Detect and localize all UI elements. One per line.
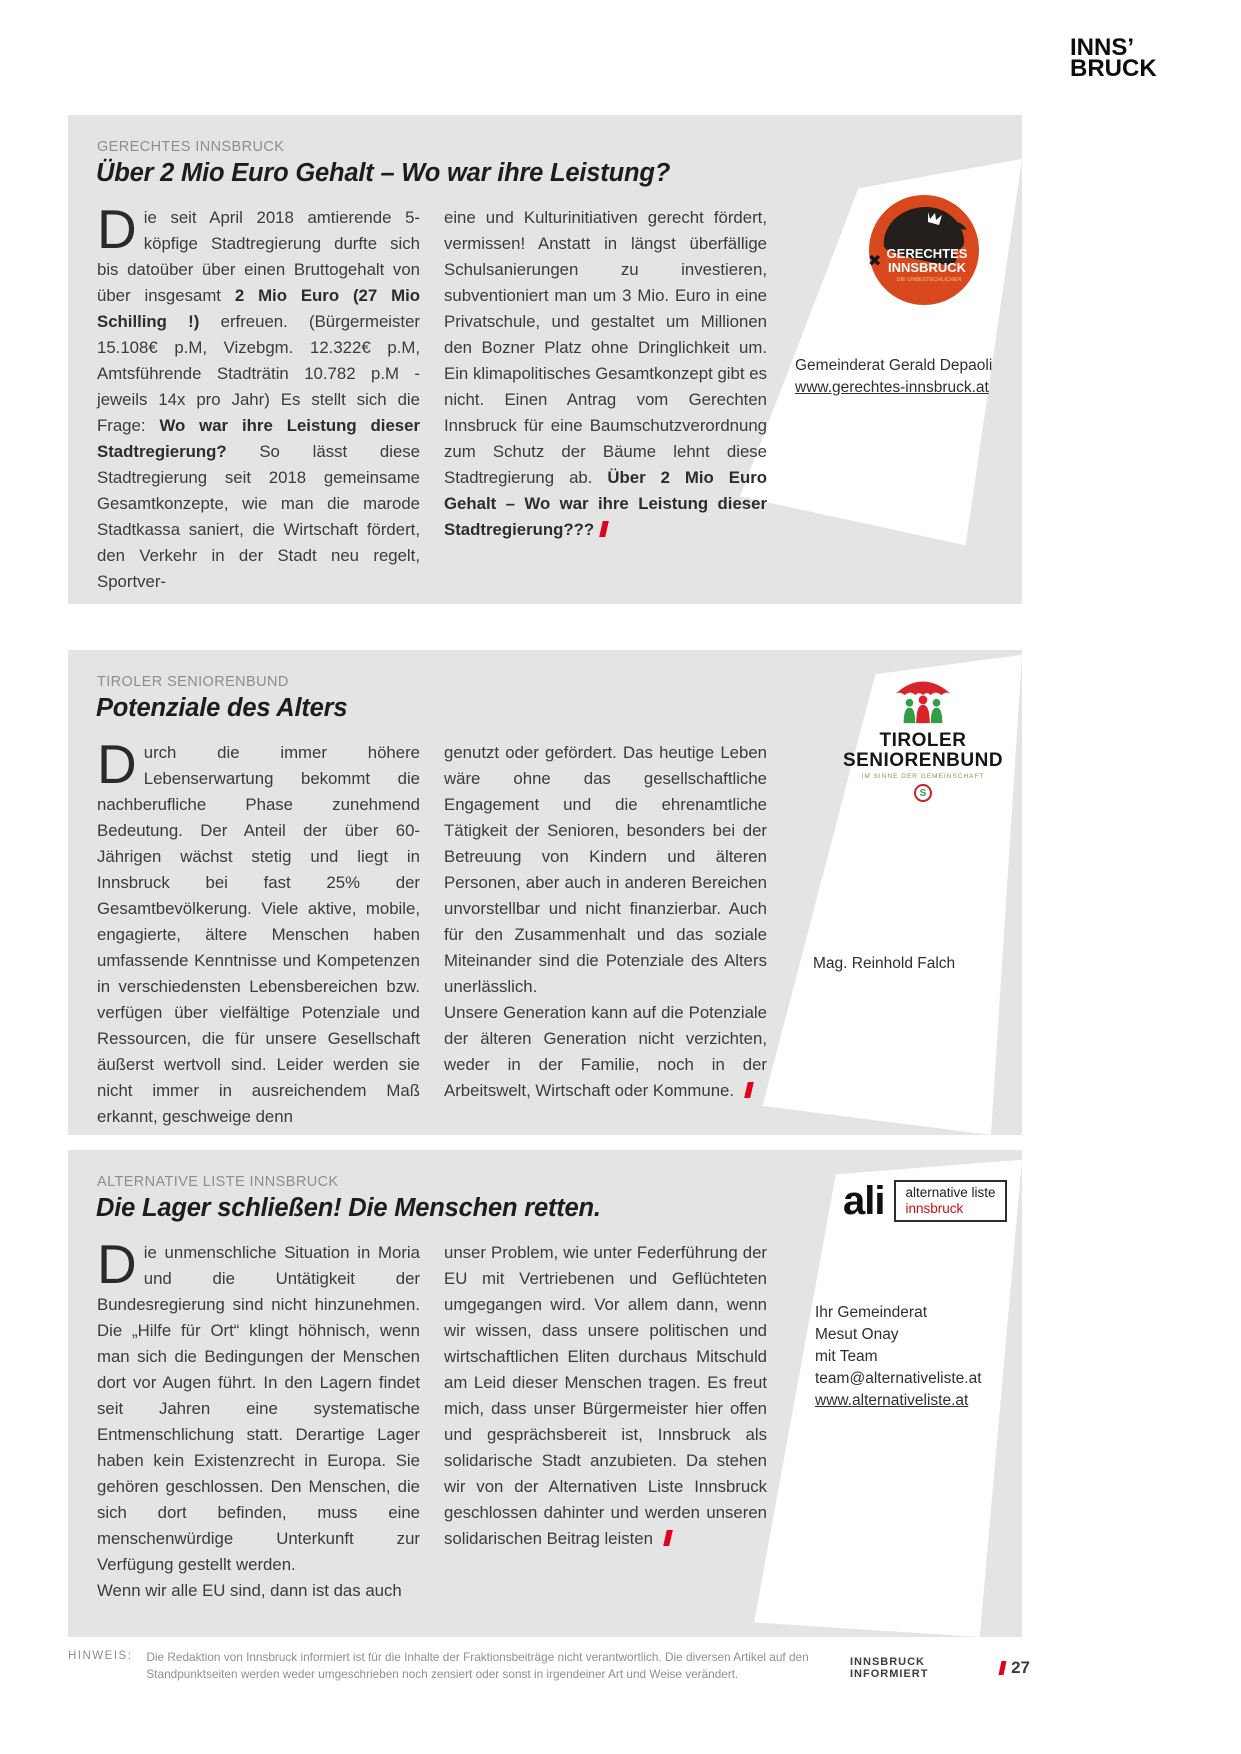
text-columns bbox=[97, 733, 767, 1130]
attribution-team: mit Team bbox=[815, 1348, 878, 1365]
badge-text-2: INNSBRUCK bbox=[888, 260, 966, 275]
red-divider-mark bbox=[998, 1661, 1006, 1675]
ali-logo-line-1: alternative liste bbox=[905, 1185, 996, 1200]
badge-text-3: DIE UNBESTECHLICHEN bbox=[896, 277, 962, 283]
disclaimer-line-1: Die Redaktion von Innsbruck informiert ist für die Inhalte der Fraktionsbeiträge nicht verantwortlich. Die diversen Artikel auf den bbox=[146, 1650, 809, 1664]
text-column-left bbox=[97, 733, 420, 1130]
seniorenbund-wordmark-1: TIROLER bbox=[879, 730, 967, 751]
text-column-left bbox=[97, 198, 420, 595]
drop-cap: D bbox=[97, 1233, 137, 1295]
body-text-segment: unser Problem, wie unter Federführung der EU mit Vertriebenen und Geflüchteten umgegangen wird. Vor allem dann, wenn wir wissen, dass unsere politischen und wirtschaftlichen Eliten durchaus Mitschuld am Leid dieser Menschen tragen. Es freut mich, dass unser Bürgermeister hier offen und gesprächsbereit ist, Innsbruck als solidarische Stadt anzubieten. Da stehen wir von der Alternativen Liste Innsbruck geschlossen dahinter und werden unseren solidarischen Beitrag leisten bbox=[444, 1243, 767, 1548]
article-end-mark bbox=[744, 1082, 754, 1098]
attribution-block bbox=[795, 355, 992, 399]
brand-line-1: INNS’ bbox=[1070, 34, 1135, 61]
paragraph bbox=[444, 205, 767, 543]
body-text-segment: So lässt diese Stadtregierung seit 2018 gemeinsame Gesamtkonzepte, wie man die marode Stadtkassa saniert, die Wirtschaft fördert, den Verkehr in der Stadt neu regelt, Sportver- bbox=[97, 442, 420, 591]
page-number: 27 bbox=[1011, 1658, 1030, 1677]
tiroler-seniorenbund-logo bbox=[838, 668, 1008, 802]
gerechtes-badge-icon bbox=[868, 194, 980, 306]
attribution-role: Ihr Gemeinderat bbox=[815, 1304, 927, 1321]
attribution-block bbox=[813, 953, 955, 975]
text-column-left bbox=[97, 1233, 420, 1604]
text-column-right bbox=[444, 740, 767, 1130]
seniorenbund-wordmark-2: SENIORENBUND bbox=[842, 750, 1004, 771]
website-link[interactable]: www.alternativeliste.at bbox=[815, 1392, 969, 1409]
section-gerechtes-innsbruck bbox=[68, 115, 1022, 604]
badge-text-1: GERECHTES bbox=[886, 246, 968, 261]
section-title: Die Lager schließen! Die Menschen retten. bbox=[96, 1194, 601, 1222]
body-text-segment: ie unmenschliche Situation in Moria und die Untätigkeit der Bundesregierung sind nicht hinzunehmen. Die „Hilfe für Ort“ klingt höhnisch, wenn man sich die Bedingungen der Menschen dort vor Augen führt. In den Lagern findet seit Jahren eine systematische Entmenschlichung statt. Derartige Lager haben kein Existenzrecht in Europa. Sie gehören geschlossen. Den Menschen, die sich dort befinden, muss eine menschenwürdige Unterkunft zur Verfügung gestellt werden. bbox=[97, 1243, 420, 1574]
brand-line-2: BRUCK bbox=[1070, 54, 1157, 82]
body-text-segment: erfreuen. (Bürgermeister 15.108€ p.M, Vizebgm. 12.322€ p.M, Amtsführende Stadträtin 10.782 p.M - jeweils 14x pro Jahr) Es stellt sich die Frage: bbox=[97, 312, 420, 435]
magazine-name: INNSBRUCK INFORMIERT bbox=[850, 1656, 929, 1680]
article-end-mark bbox=[599, 521, 609, 537]
footer-pageinfo bbox=[850, 1656, 1030, 1680]
gerechtes-innsbruck-logo bbox=[868, 194, 980, 306]
footer-disclaimer bbox=[68, 1649, 809, 1683]
drop-cap: D bbox=[97, 733, 137, 795]
paragraph bbox=[97, 1233, 420, 1578]
attribution-name: Mag. Reinhold Falch bbox=[813, 955, 956, 972]
body-text-segment: Unsere Generation kann auf die Potenziale der älteren Generation nicht verzichten, weder in der Familie, noch in der Arbeitswelt, Wirtschaft oder Kommune. bbox=[444, 1003, 767, 1100]
website-link[interactable]: www.gerechtes-innsbruck.at bbox=[795, 379, 989, 396]
paragraph bbox=[444, 1240, 767, 1552]
paragraph bbox=[97, 733, 420, 1130]
ali-wordmark: ali bbox=[843, 1179, 885, 1223]
paragraph bbox=[97, 1578, 420, 1604]
innsbruck-brand-logo bbox=[1070, 34, 1157, 82]
paragraph bbox=[444, 740, 767, 1000]
body-text-segment: ie seit April 2018 amtierende 5-köpfige Stadtregierung durfte sich bis datoüber über einen Bruttogehalt von über insgesamt bbox=[97, 208, 420, 305]
paragraph bbox=[444, 1000, 767, 1104]
body-text-segment: eine und Kulturinitiativen gerecht fördert, vermissen! Anstatt in längst überfällige Schulsanierungen zu investieren, subventioniert man um 3 Mio. Euro in eine Privatschule, und gestaltet um Millionen den Bozner Platz ohne Dringlichkeit um. Ein klimapolitisches Gesamtkonzept gibt es nicht. Einen Antrag vom Gerechten Innsbruck für eine Baumschutzverordnung zum Schutz der Bäume lehnt diese Stadtregierung ab. bbox=[444, 208, 767, 487]
figure-center-body bbox=[916, 705, 930, 723]
seniorenbund-icon bbox=[891, 668, 955, 726]
attribution-name: Gemeinderat Gerald Depaoli bbox=[795, 357, 993, 374]
text-columns bbox=[97, 1233, 767, 1604]
figure-right-icon bbox=[933, 699, 941, 707]
section-kicker: ALTERNATIVE LISTE INNSBRUCK bbox=[97, 1174, 339, 1190]
cross-icon: ✖ bbox=[868, 253, 882, 270]
text-column-right bbox=[444, 205, 767, 595]
body-text-segment: Wenn wir alle EU sind, dann ist das auch bbox=[97, 1581, 402, 1600]
disclaimer-label: HINWEIS: bbox=[68, 1650, 133, 1662]
umbrella-icon bbox=[894, 682, 952, 696]
text-columns bbox=[97, 198, 767, 595]
body-text-segment-bold: Wo war ihre Leistung dieser Stadtregierung? bbox=[97, 416, 420, 461]
article-end-mark bbox=[663, 1530, 673, 1546]
section-title: Über 2 Mio Euro Gehalt – Wo war ihre Leistung? bbox=[96, 159, 671, 187]
paragraph bbox=[97, 198, 420, 595]
figure-left-icon bbox=[906, 699, 914, 707]
body-text-segment: genutzt oder gefördert. Das heutige Leben wäre ohne das gesellschaftliche Engagement und die ehrenamtliche Tätigkeit der Senioren, besonders bei der Betreuung von Kindern und älteren Personen, aber auch in anderen Bereichen unvorstellbar und nicht finanzierbar. Auch für den Zusammenhalt und das soziale Miteinander sind die Potenziale des Alters unerlässlich. bbox=[444, 743, 767, 996]
ali-logo-box bbox=[894, 1180, 1006, 1222]
text-column-right bbox=[444, 1240, 767, 1604]
ali-logo-line-2: innsbruck bbox=[905, 1201, 964, 1216]
section-kicker: TIROLER SENIORENBUND bbox=[97, 674, 289, 690]
attribution-name: Mesut Onay bbox=[815, 1326, 899, 1343]
body-text-segment-bold: Über 2 Mio Euro Gehalt – Wo war ihre Leistung dieser Stadtregierung??? bbox=[444, 468, 767, 539]
seniorenbund-emblem: S bbox=[914, 784, 932, 802]
section-tiroler-seniorenbund bbox=[68, 650, 1022, 1135]
figure-right-body bbox=[931, 708, 943, 723]
body-text-segment-bold: 2 Mio Euro (27 Mio Schilling !) bbox=[97, 286, 420, 331]
disclaimer-line-2: Standpunktseiten werden weder umgeschrieben noch zensiert oder sonst in irgendeiner Art und Weise verändert. bbox=[146, 1667, 739, 1681]
attribution-block bbox=[815, 1302, 982, 1412]
body-text-segment: urch die immer höhere Lebenserwartung bekommt die nachberufliche Phase zunehmend Bedeutung. Der Anteil der über 60-Jährigen wächst stetig und liegt in Innsbruck bei fast 25% der Gesamtbevölkerung. Viele aktive, mobile, engagierte, ältere Menschen haben umfassende Kenntnisse und Kompetenzen in verschiedensten Lebensbereichen bzw. verfügen über vielfältige Potenziale und Ressourcen, die für unsere Gesellschaft äußerst wertvoll sind. Leider werden sie nicht immer in ausreichendem Maß erkannt, geschweige denn bbox=[97, 743, 420, 1126]
alternative-liste-logo bbox=[843, 1180, 1007, 1222]
section-alternative-liste bbox=[68, 1150, 1022, 1637]
drop-cap: D bbox=[97, 198, 137, 260]
figure-left-body bbox=[904, 708, 916, 723]
email-link[interactable]: team@alternativeliste.at bbox=[815, 1370, 982, 1387]
seniorenbund-tagline: IM SINNE DER GEMEINSCHAFT bbox=[861, 773, 985, 780]
figure-center-icon bbox=[919, 696, 928, 705]
disclaimer-text bbox=[146, 1649, 808, 1683]
section-title: Potenziale des Alters bbox=[96, 694, 348, 722]
section-kicker: GERECHTES INNSBRUCK bbox=[97, 139, 285, 155]
